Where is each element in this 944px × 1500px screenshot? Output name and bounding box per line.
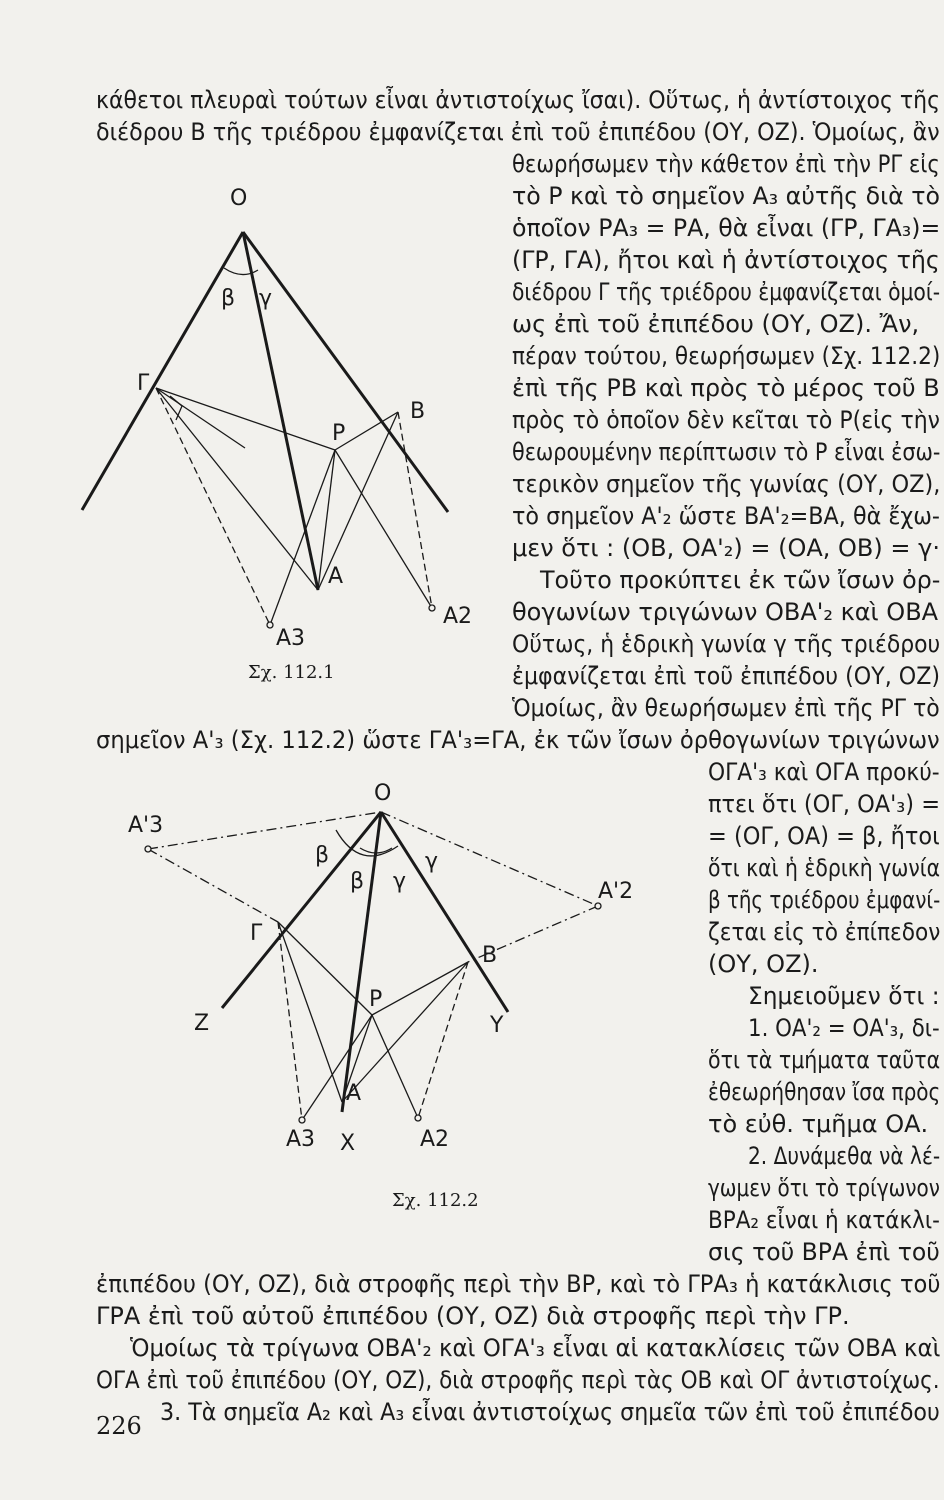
text-line: πρὸς τὸ ὁποῖον δὲν κεῖται τὸ Ρ(εἰς τὴν	[512, 406, 940, 434]
text-line: μεν ὅτι : (ΟΒ, ΟΑ'₂) = (ΟΑ, ΟΒ) = γ·	[512, 534, 940, 562]
text-line: ἐμφανίζεται ἐπὶ τοῦ ἐπιπέδου (ΟΥ, ΟΖ)	[512, 662, 941, 690]
fig2-label-a: A	[346, 1081, 362, 1106]
fig2-label-y: Y	[490, 1013, 504, 1038]
text-line: ΒΡΑ₂ εἶναι ἡ κατάκλι-	[708, 1206, 940, 1234]
text-line: διέδρου Β τῆς τριέδρου ἐμφανίζεται ἐπὶ τοῦ ἐπιπέδου (ΟΥ, ΟΖ). Ὁμοίως, ἂν	[96, 118, 940, 146]
figure-112-1-caption: Σχ. 112.1	[248, 662, 335, 683]
page-number: 226	[96, 1412, 142, 1440]
text-line: Οὕτως, ἡ ἑδρικὴ γωνία γ τῆς τριέδρου	[512, 630, 941, 658]
text-line: κάθετοι πλευραὶ τούτων εἶναι ἀντιστοίχως ἴσαι). Οὕτως, ἡ ἀντίστοιχος τῆς	[96, 86, 941, 114]
fig1-label-a: A	[328, 564, 344, 589]
fig1-label-gamma: γ	[259, 286, 273, 311]
text-line: πτει ὅτι (ΟΓ, ΟΑ'₃) =	[708, 790, 941, 818]
fig1-label-p: P	[332, 421, 346, 446]
text-line: ΟΓΑ ἐπὶ τοῦ ἐπιπέδου (ΟΥ, ΟΖ), διὰ στροφῆς περὶ τὰς ΟΒ καὶ ΟΓ ἀντιστοίχως.	[96, 1366, 940, 1394]
fig2-label-p: P	[369, 987, 383, 1012]
fig1-label-b: B	[410, 399, 426, 424]
text-line: σις τοῦ ΒΡΑ ἐπὶ τοῦ	[708, 1238, 940, 1266]
text-line: 3. Τὰ σημεῖα Α₂ καὶ Α₃ εἶναι ἀντιστοίχως σημεῖα τῶν ἐπὶ τοῦ ἐπιπέδου	[160, 1398, 940, 1426]
fig1-label-beta: β	[221, 286, 236, 311]
text-line: διέδρου Γ τῆς τριέδρου ἐμφανίζεται ὁμοί-	[512, 278, 941, 306]
fig2-label-beta2: β	[350, 869, 365, 894]
text-line: γωμεν ὅτι τὸ τρίγωνον	[708, 1174, 940, 1202]
text-line: τερικὸν σημεῖον τῆς γωνίας (ΟΥ, ΟΖ),	[512, 470, 941, 498]
text-line: ΓΡΑ ἐπὶ τοῦ αὐτοῦ ἐπιπέδου (ΟΥ, ΟΖ) διὰ στροφῆς περὶ τὴν ΓΡ.	[96, 1302, 850, 1330]
fig2-label-beta1: β	[315, 843, 330, 868]
fig2-label-a3p: A'3	[128, 813, 164, 838]
text-line: σημεῖον Α'₃ (Σχ. 112.2) ὥστε ΓΑ'₃=ΓΑ, ἐκ τῶν ἴσων ὀρθογωνίων τριγώνων	[96, 726, 940, 754]
fig1-label-a2: A2	[443, 604, 473, 629]
fig1-label-g: Γ	[137, 371, 150, 396]
fig1-label-a3: A3	[276, 626, 306, 651]
text-line: Ὁμοίως, ἂν θεωρήσωμεν ἐπὶ τῆς ΡΓ τὸ	[512, 694, 940, 722]
fig2-label-b: B	[482, 943, 498, 968]
text-line: Ὁμοίως τὰ τρίγωνα ΟΒΑ'₂ καὶ ΟΓΑ'₃ εἶναι αἱ κατακλίσεις τῶν ΟΒΑ καὶ	[130, 1334, 941, 1362]
text-line: ἐθεωρήθησαν ἴσα πρὸς	[708, 1078, 941, 1106]
figure-112-2-caption: Σχ. 112.2	[392, 1190, 479, 1211]
text-line: ὅτι καὶ ἡ ἑδρικὴ γωνία	[708, 854, 941, 882]
fig2-label-a3: A3	[286, 1127, 316, 1152]
text-line: τὸ Ρ καὶ τὸ σημεῖον Α₃ αὐτῆς διὰ τὸ	[512, 182, 940, 210]
text-line: θεωρουμένην περίπτωσιν τὸ Ρ εἶναι ἐσω-	[512, 438, 941, 466]
text-line: ως ἐπὶ τοῦ ἐπιπέδου (ΟΥ, ΟΖ). Ἄν,	[512, 310, 920, 338]
text-line: ζεται εἰς τὸ ἐπίπεδον	[708, 918, 941, 946]
text-line: (ΓΡ, ΓΑ), ἤτοι καὶ ἡ ἀντίστοιχος τῆς	[512, 246, 940, 274]
text-line: θεωρήσωμεν τὴν κάθετον ἐπὶ τὴν ΡΓ εἰς	[512, 150, 940, 178]
text-line: ὅτι τὰ τμήματα ταῦτα	[708, 1046, 941, 1074]
text-line: 1. ΟΑ'₂ = ΟΑ'₃, δι-	[748, 1014, 940, 1042]
fig2-label-a2: A2	[420, 1127, 450, 1152]
text-line: Τοῦτο προκύπτει ἐκ τῶν ἴσων ὀρ-	[540, 566, 941, 594]
fig2-label-g: Γ	[250, 921, 263, 946]
text-line: θογωνίων τριγώνων ΟΒΑ'₂ καὶ ΟΒΑ	[512, 598, 939, 626]
fig2-label-z: Z	[194, 1011, 210, 1036]
text-line: ΟΓΑ'₃ καὶ ΟΓΑ προκύ-	[708, 758, 940, 786]
text-line: ἐπὶ τῆς ΡΒ καὶ πρὸς τὸ μέρος τοῦ Β	[512, 374, 940, 402]
text-line: (ΟΥ, ΟΖ).	[708, 950, 819, 978]
text-line: β τῆς τριέδρου ἐμφανί-	[708, 886, 941, 914]
fig1-label-o: O	[230, 186, 248, 211]
text-line: = (ΟΓ, ΟΑ) = β, ἤτοι	[708, 822, 940, 850]
text-line: ἐπιπέδου (ΟΥ, ΟΖ), διὰ στροφῆς περὶ τὴν ΒΡ, καὶ τὸ ΓΡΑ₃ ἡ κατάκλισις τοῦ	[96, 1270, 941, 1298]
text-line: πέραν τούτου, θεωρήσωμεν (Σχ. 112.2)	[512, 342, 941, 370]
text-line: τὸ εὐθ. τμῆμα ΟΑ.	[708, 1110, 929, 1138]
fig2-label-gamma2: γ	[425, 849, 439, 874]
text-line: Σημειοῦμεν ὅτι :	[748, 982, 940, 1010]
text-line: τὸ σημεῖον Α'₂ ὥστε ΒΑ'₂=ΒΑ, θὰ ἔχω-	[512, 502, 940, 530]
fig2-label-o: O	[374, 781, 392, 806]
fig2-label-x: X	[340, 1131, 356, 1156]
fig2-label-gamma1: γ	[393, 869, 407, 894]
text-line: 2. Δυνάμεθα νὰ λέ-	[748, 1142, 941, 1170]
text-line: ὁποῖον ΡΑ₃ = ΡΑ, θὰ εἶναι (ΓΡ, ΓΑ₃)=	[512, 214, 941, 242]
fig2-label-a2p: A'2	[598, 879, 634, 904]
